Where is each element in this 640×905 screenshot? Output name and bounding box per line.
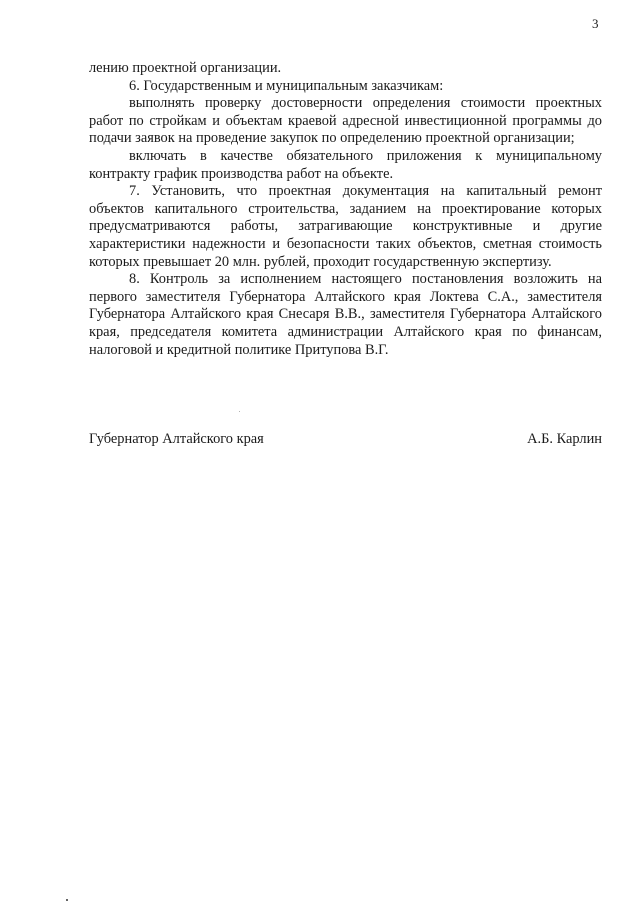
scan-dot-mark	[66, 899, 68, 901]
signature-block	[89, 431, 602, 448]
paragraph-item-8: 8. Контроль за исполнением настоящего постановления возложить на первого заместителя Губернатора Алтайского края Локтева С.А., заместителя Губернатора Алтайского края Снесаря В.В., заместителя Губернатора Алтайского края, председателя комитета администрации Алтайского края по финансам, налоговой и кредитной политике Притупова В.Г.	[89, 271, 602, 358]
signatory-position: Губернатор Алтайского края	[89, 431, 264, 447]
paragraph-item-6: 6. Государственным и муниципальным заказчикам:	[129, 77, 444, 94]
paragraph-continuation: лению проектной организации.	[89, 60, 282, 76]
paragraph-item-6-verify: выполнять проверку достоверности определения стоимости проектных работ по стройкам и объектам краевой адресной инвестиционной программы до подачи заявок на проведение закупок по определению проектной организации;	[89, 95, 602, 147]
paragraph-item-7: 7. Установить, что проектная документация на капитальный ремонт объектов капитального строительства, заданием на проектирование которых предусматриваются работы, затрагивающие конструктивные и другие характеристики надежности и безопасности таких объектов, сметная стоимость которых превышает 20 млн. рублей, проходит государственную экспертизу.	[89, 183, 602, 270]
page-number: 3	[592, 16, 599, 31]
signatory-name: А.Б. Карлин	[527, 431, 602, 447]
paragraph-item-6-include: включать в качестве обязательного приложения к муниципальному контракту график производства работ на объекте.	[89, 147, 602, 182]
scan-dot-mark	[239, 411, 240, 412]
document-body	[89, 60, 602, 359]
